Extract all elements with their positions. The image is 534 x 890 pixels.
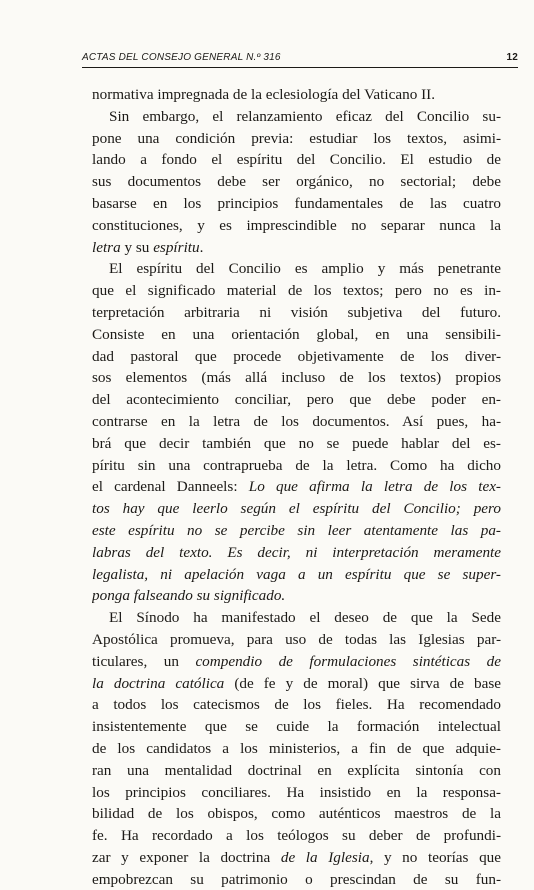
text-run: de los candidatos a los ministerios, a fin de que adquie- (92, 739, 501, 757)
text-run: ticulares, un (92, 652, 196, 670)
text-run: ran una mentalidad doctrinal en explícita sintonía con (92, 761, 501, 779)
text-run: brá que decir también que no se puede hablar del es- (92, 434, 501, 452)
text-line (92, 673, 501, 695)
text-line (92, 389, 501, 411)
text-line (92, 128, 501, 150)
text-run: que el significado material de los textos; pero no es in- (92, 282, 501, 300)
text-line (92, 607, 501, 629)
text-line (92, 433, 501, 455)
text-line (92, 847, 501, 869)
text-line (92, 106, 501, 128)
text-run: (de fe y de moral) que sirva de base (224, 674, 501, 692)
text-run: los principios conciliares. Ha insistido en la responsa- (92, 783, 501, 801)
text-line (92, 280, 501, 302)
text-run: bilidad de los obispos, como auténticos maestros de la (92, 805, 501, 823)
text-line (92, 651, 501, 673)
text-run: constituciones, y es imprescindible no separar nunca la (92, 216, 501, 234)
text-line (92, 694, 501, 716)
text-run: sus documentos debe ser orgánico, no sectorial; debe (92, 173, 501, 191)
text-line (92, 149, 501, 171)
text-line (92, 476, 501, 498)
text-run: del acontecimiento conciliar, pero que debe poder en- (92, 391, 501, 409)
text-line (92, 367, 501, 389)
italic-text: la doctrina católica (92, 674, 225, 692)
text-run: , y no teorías que (369, 848, 501, 866)
text-line (92, 520, 501, 542)
text-line (92, 215, 501, 237)
italic-text: de la Iglesia (280, 848, 370, 866)
text-run: píritu sin una contraprueba de la letra. Como ha dicho (92, 456, 501, 474)
text-line (92, 498, 501, 520)
text-line (92, 171, 501, 193)
text-run: Consiste en una orientación global, en una sensibili- (92, 325, 501, 343)
text-line (92, 564, 501, 586)
text-line (92, 825, 501, 847)
text-run: Apostólica promueva, para uso de todas las Iglesias par- (92, 630, 501, 648)
text-line (92, 629, 501, 651)
text-run: insistentemente que se cuide la formación intelectual (92, 718, 501, 736)
text-run: contrarse en la letra de los documentos. Así pues, ha- (92, 412, 501, 430)
text-run: sos elementos (más allá incluso de los textos) propios (92, 369, 501, 387)
text-run: dad pastoral que procede objetivamente de los diver- (92, 347, 501, 365)
italic-text: espíritu (153, 238, 200, 256)
text-run: lando a fondo el espíritu del Concilio. El estudio de (92, 151, 501, 169)
text-run: terpretación arbitraria ni visión subjetiva del futuro. (92, 303, 501, 321)
text-line (92, 869, 501, 890)
text-run: El espíritu del Concilio es amplio y más penetrante (109, 260, 501, 278)
text-line (92, 84, 501, 106)
text-run: . (199, 238, 204, 256)
text-line (92, 324, 501, 346)
text-line (92, 237, 501, 259)
header-rule (82, 67, 518, 68)
page-number: 12 (506, 52, 518, 63)
text-line (92, 803, 501, 825)
text-line (92, 585, 501, 607)
italic-text: Lo que afirma la letra de los tex- (248, 478, 501, 496)
italic-text: tos hay que leerlo según el espíritu del Concilio; pero (92, 500, 501, 518)
body-text (92, 84, 501, 890)
text-run: El Sínodo ha manifestado el deseo de que la Sede (109, 609, 501, 627)
text-line (92, 782, 501, 804)
text-run: normativa impregnada de la eclesiología del Vaticano II. (92, 86, 435, 103)
text-line (92, 760, 501, 782)
italic-text: compendio de formulaciones sintéticas de (195, 652, 501, 670)
text-run: fe. Ha recordado a los teólogos su deber de profundi- (92, 827, 501, 845)
italic-text: este espíritu no se percibe sin leer atentamente las pa- (92, 521, 501, 539)
text-run: Sin embargo, el relanzamiento eficaz del Concilio su- (109, 107, 501, 125)
italic-text: legalista, ni apelación vaga a un espíritu que se super- (92, 565, 501, 583)
italic-text: ponga falseando su significado. (92, 587, 286, 605)
running-header (82, 52, 518, 66)
text-line (92, 716, 501, 738)
text-run: pone una condición previa: estudiar los textos, asimi- (92, 129, 501, 147)
text-line (92, 411, 501, 433)
italic-text: letra (92, 238, 121, 256)
text-line (92, 455, 501, 477)
text-run: basarse en los principios fundamentales de las cuatro (92, 194, 501, 212)
text-line (92, 302, 501, 324)
italic-text: labras del texto. Es decir, ni interpretación meramente (92, 543, 501, 561)
text-run: el cardenal Danneels: (92, 478, 249, 496)
text-line (92, 193, 501, 215)
text-run: a todos los catecismos de los fieles. Ha recomendado (92, 696, 501, 714)
text-run: y su (120, 238, 154, 256)
text-run: zar y exponer la doctrina (92, 848, 281, 866)
text-line (92, 346, 501, 368)
text-line (92, 258, 501, 280)
text-line (92, 542, 501, 564)
text-run: empobrezcan su patrimonio o prescindan de su fun- (92, 870, 501, 888)
publication-title: ACTAS DEL CONSEJO GENERAL N.º 316 (82, 52, 281, 63)
text-line (92, 738, 501, 760)
